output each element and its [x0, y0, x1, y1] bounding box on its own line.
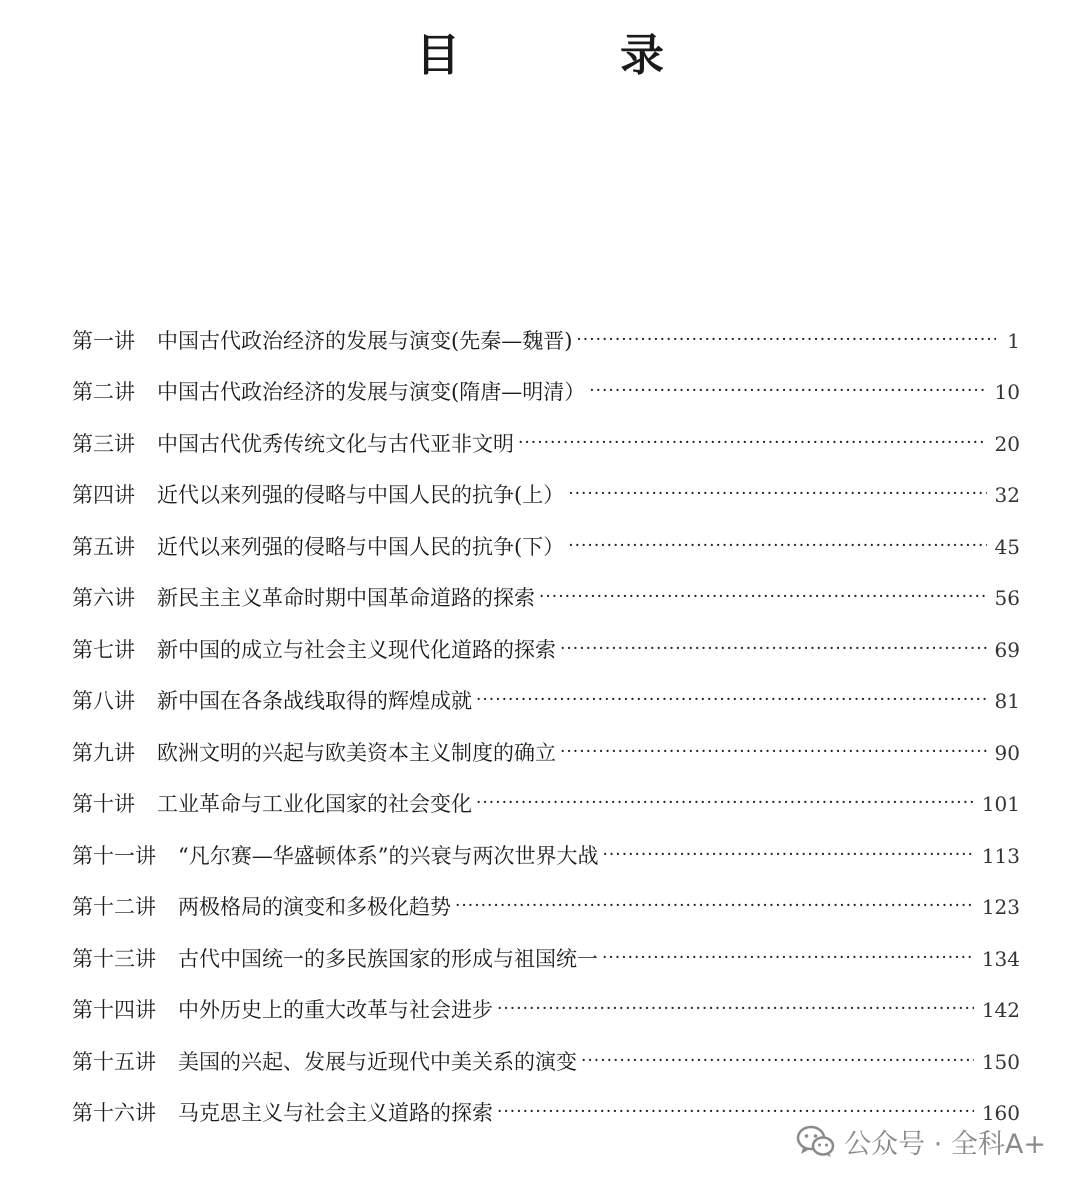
toc-entry-title: 新民主主义革命时期中国革命道路的探索 [157, 586, 535, 611]
toc-entry-page: 45 [994, 534, 1020, 559]
toc-entry[interactable] [72, 882, 1020, 934]
toc-entry-title: 欧洲文明的兴起与欧美资本主义制度的确立 [157, 740, 556, 765]
toc-entry[interactable] [72, 727, 1020, 779]
toc-entry[interactable] [72, 624, 1020, 676]
toc-entry-title: 新中国在各条战线取得的辉煌成就 [157, 689, 472, 714]
toc-entry[interactable] [72, 779, 1020, 831]
toc-entry-number: 第九讲 [72, 740, 135, 765]
toc-entry[interactable] [72, 315, 1020, 367]
toc-entry-title: 两极格局的演变和多极化趋势 [178, 895, 451, 920]
toc-entry-page: 81 [994, 689, 1020, 714]
toc-entry-title: 新中国的成立与社会主义现代化道路的探索 [157, 637, 556, 662]
toc-entry-page: 160 [981, 1101, 1020, 1126]
toc-entry-page: 150 [981, 1049, 1020, 1074]
toc-leader-dots [518, 430, 987, 456]
toc-entry-page: 20 [994, 431, 1020, 456]
toc-leader-dots [539, 584, 987, 610]
toc-entry[interactable] [72, 418, 1020, 470]
toc-entry-page: 56 [994, 586, 1020, 611]
toc-entry-title: 古代中国统一的多民族国家的形成与祖国统一 [178, 946, 598, 971]
toc-entry-title: 中国古代政治经济的发展与演变(隋唐—明清） [157, 380, 586, 405]
toc-leader-dots [476, 687, 987, 713]
toc-entry-page: 32 [994, 483, 1020, 508]
toc-entry[interactable] [72, 1036, 1020, 1088]
toc-leader-dots [602, 945, 974, 971]
toc-entry[interactable] [72, 367, 1020, 419]
toc-entry-page: 69 [994, 637, 1020, 662]
toc-entry-number: 第八讲 [72, 689, 135, 714]
toc-leader-dots [568, 481, 986, 507]
toc-leader-dots [476, 790, 974, 816]
toc-entry-page: 90 [994, 740, 1020, 765]
toc-entry[interactable] [72, 985, 1020, 1037]
toc-entry[interactable] [72, 830, 1020, 882]
toc-entry[interactable] [72, 470, 1020, 522]
toc-leader-dots [581, 1048, 974, 1074]
page-title: 目 录 [416, 30, 722, 81]
toc-entry-number: 第十六讲 [72, 1101, 156, 1126]
toc-entry-number: 第一讲 [72, 328, 135, 353]
toc-entry-page: 101 [981, 792, 1020, 817]
toc-entry-title: 马克思主义与社会主义道路的探索 [178, 1101, 493, 1126]
toc-entry-number: 第七讲 [72, 637, 135, 662]
toc-entry-title: 中外历史上的重大改革与社会进步 [178, 998, 493, 1023]
wechat-icon [796, 1124, 836, 1160]
toc-entry-number: 第十五讲 [72, 1049, 156, 1074]
toc-leader-dots [602, 842, 973, 868]
toc-entry-title: 中国古代政治经济的发展与演变(先秦—魏晋) [157, 328, 573, 353]
toc-entry-number: 第十讲 [72, 792, 135, 817]
toc-entry-page: 123 [981, 895, 1020, 920]
toc-entry-title: 近代以来列强的侵略与中国人民的抗争(上） [157, 483, 565, 508]
toc-leader-dots [560, 739, 987, 765]
toc-entry-page: 10 [994, 380, 1020, 405]
toc-entry-number: 第十一讲 [72, 843, 156, 868]
toc-entry-number: 第四讲 [72, 483, 135, 508]
toc-entry-title: 近代以来列强的侵略与中国人民的抗争(下） [157, 534, 565, 559]
toc-entry[interactable] [72, 676, 1020, 728]
toc-entry-number: 第十二讲 [72, 895, 156, 920]
toc-entry-title: 美国的兴起、发展与近现代中美关系的演变 [178, 1049, 577, 1074]
watermark-text: 公众号 · 全科A+ [844, 1129, 1046, 1160]
toc-leader-dots [568, 533, 986, 559]
toc-entry-number: 第三讲 [72, 431, 135, 456]
toc-entry-number: 第十四讲 [72, 998, 156, 1023]
toc-leader-dots [589, 378, 986, 404]
toc-entry-page: 1 [1007, 328, 1020, 353]
watermark [796, 1122, 1046, 1161]
toc-entry-number: 第十三讲 [72, 946, 156, 971]
toc-entry-page: 142 [981, 998, 1020, 1023]
toc-entry-title: 工业革命与工业化国家的社会变化 [157, 792, 472, 817]
toc-entry-title: 中国古代优秀传统文化与古代亚非文明 [157, 431, 514, 456]
toc-entry-title: “凡尔赛—华盛顿体系”的兴衰与两次世界大战 [178, 843, 599, 868]
table-of-contents [72, 315, 1020, 1139]
toc-leader-dots [497, 996, 974, 1022]
toc-leader-dots [455, 893, 974, 919]
toc-entry[interactable] [72, 573, 1020, 625]
toc-entry[interactable] [72, 521, 1020, 573]
toc-leader-dots [576, 327, 996, 353]
toc-entry-page: 134 [981, 946, 1020, 971]
toc-entry-number: 第六讲 [72, 586, 135, 611]
toc-entry-number: 第二讲 [72, 380, 135, 405]
toc-entry-page: 113 [981, 843, 1020, 868]
toc-entry[interactable] [72, 933, 1020, 985]
toc-entry-number: 第五讲 [72, 534, 135, 559]
toc-leader-dots [560, 636, 987, 662]
